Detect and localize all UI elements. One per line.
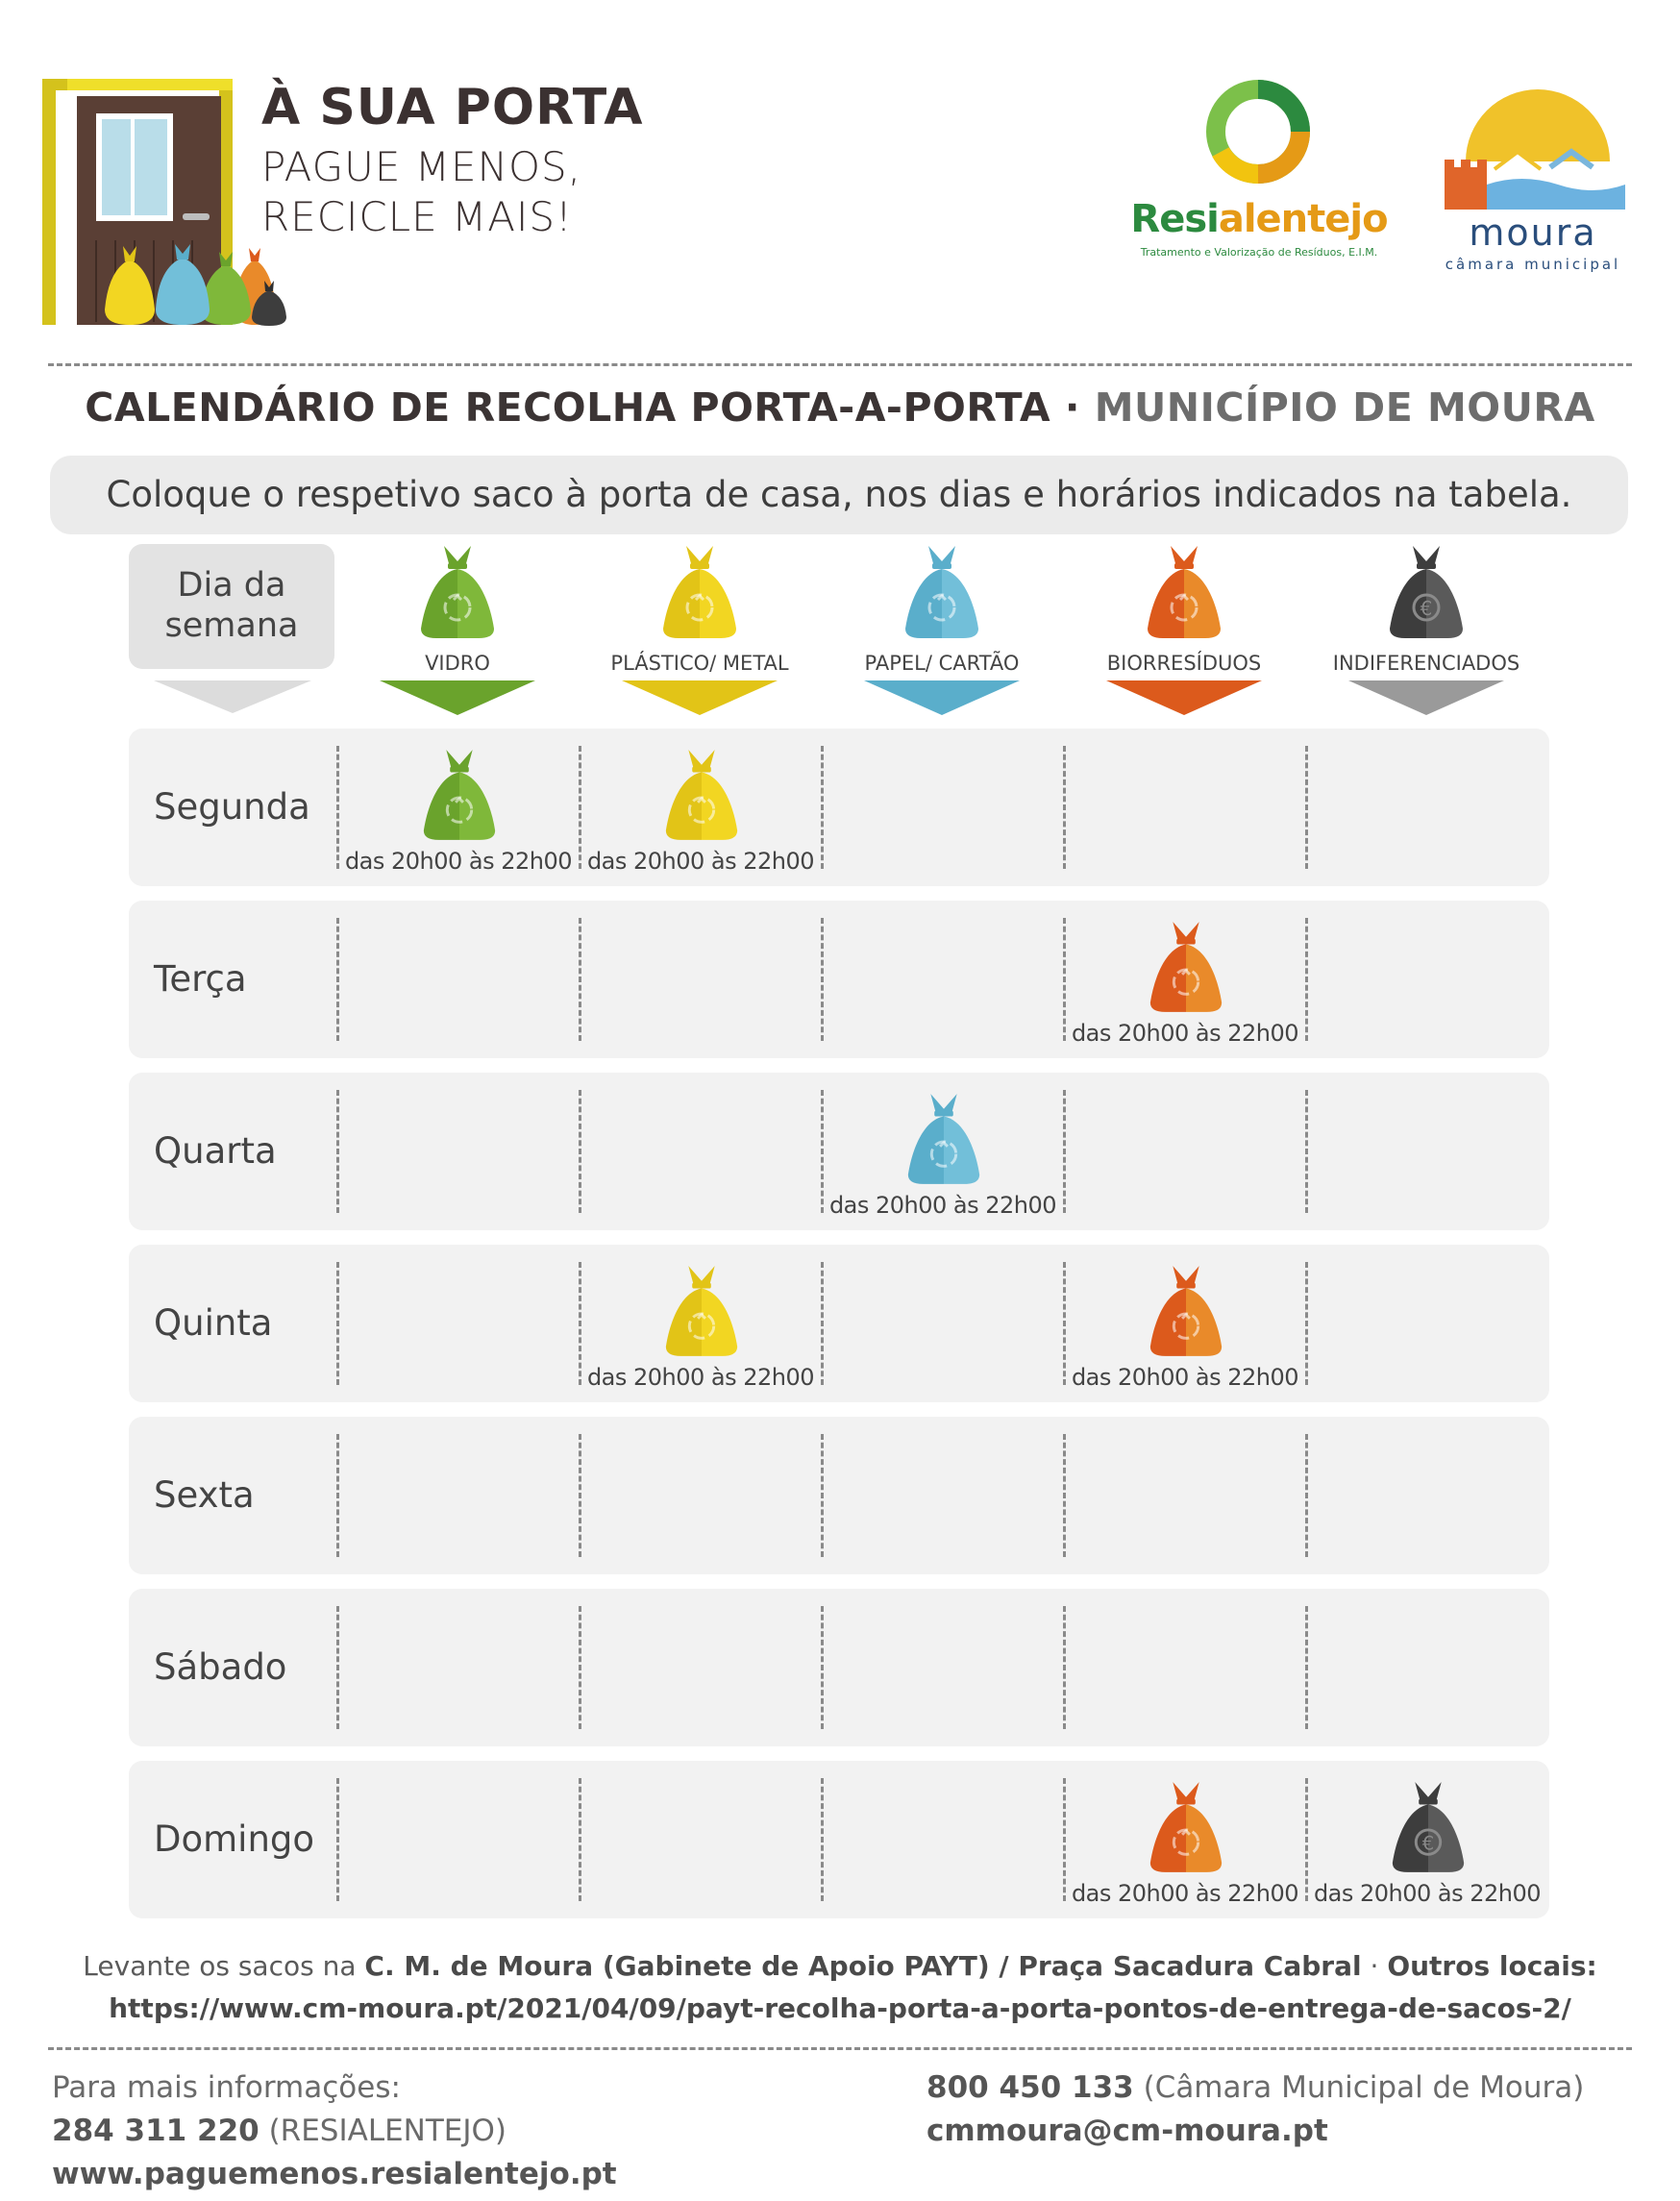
column-divider bbox=[336, 1778, 339, 1901]
campaign-brand bbox=[261, 79, 643, 242]
calendar-row-domingo bbox=[129, 1761, 1549, 1918]
instruction-banner: Coloque o respetivo saco à porta de casa, nos dias e horários indicados na tabela. bbox=[50, 456, 1628, 534]
column-label: VIDRO bbox=[425, 652, 490, 675]
day-label: Segunda bbox=[154, 786, 310, 828]
indiferenciados-bag-icon bbox=[1384, 540, 1469, 642]
day-header-line-1: Dia da bbox=[177, 566, 286, 605]
moura-subtitle: câmara municipal bbox=[1445, 256, 1621, 273]
resialentejo-logo bbox=[1124, 77, 1394, 269]
calendar-title: CALENDÁRIO DE RECOLHA PORTA-A-PORTA · MUNICÍPIO DE MOURA bbox=[85, 384, 1595, 431]
footer-divider bbox=[48, 2047, 1632, 2050]
calendar-row-terca bbox=[129, 901, 1549, 1058]
column-divider bbox=[1305, 1090, 1308, 1213]
collection-time: das 20h00 às 22h00 bbox=[1071, 1880, 1299, 1907]
plastico-metal-bag-icon bbox=[660, 744, 743, 844]
column-divider bbox=[821, 1262, 824, 1385]
column-divider bbox=[579, 1090, 581, 1213]
column-label: PLÁSTICO/ METAL bbox=[610, 652, 789, 675]
column-header-papel-cartao bbox=[821, 540, 1063, 713]
column-divider bbox=[1305, 1606, 1308, 1729]
campaign-tagline-2: RECICLE MAIS! bbox=[261, 193, 573, 240]
resialentejo-subtitle: Tratamento e Valorização de Resíduos, E.I.M. bbox=[1140, 246, 1378, 259]
column-divider bbox=[579, 1606, 581, 1729]
column-divider bbox=[336, 1434, 339, 1557]
day-label: Quinta bbox=[154, 1302, 273, 1344]
moura-logo bbox=[1437, 75, 1629, 273]
collection-slot-vidro bbox=[338, 729, 579, 886]
papel-cartao-bag-icon bbox=[900, 540, 984, 642]
collection-slot-indiferenciados bbox=[1307, 1761, 1547, 1918]
column-divider bbox=[1305, 1262, 1308, 1385]
vidro-bag-icon bbox=[415, 540, 500, 642]
collection-slot-biorresiduos bbox=[1065, 901, 1305, 1058]
day-label: Terça bbox=[154, 958, 247, 1000]
column-divider bbox=[579, 1778, 581, 1901]
day-label: Quarta bbox=[154, 1130, 277, 1172]
campaign-title: À SUA PORTA bbox=[261, 79, 644, 136]
column-divider bbox=[1063, 746, 1066, 869]
column-divider bbox=[1305, 1434, 1308, 1557]
column-divider bbox=[821, 1606, 824, 1729]
column-divider bbox=[821, 746, 824, 869]
column-header-vidro bbox=[336, 540, 579, 713]
pickup-place: C. M. de Moura (Gabinete de Apoio PAYT) / Praça Sacadura Cabral bbox=[364, 1950, 1362, 1982]
camara-phone[interactable]: 800 450 133 bbox=[926, 2070, 1134, 2105]
collection-time: das 20h00 às 22h00 bbox=[1071, 1364, 1299, 1391]
column-header-indiferenciados bbox=[1305, 540, 1547, 713]
calendar-row-sabado bbox=[129, 1589, 1549, 1746]
collection-slot-papel-cartao bbox=[823, 1073, 1063, 1230]
column-divider bbox=[336, 918, 339, 1041]
column-divider bbox=[821, 1434, 824, 1557]
calendar-row-segunda bbox=[129, 729, 1549, 886]
papel-cartao-bag-icon bbox=[902, 1088, 985, 1188]
column-divider bbox=[336, 1262, 339, 1385]
down-arrow-icon bbox=[1106, 680, 1262, 715]
down-arrow-icon bbox=[622, 680, 778, 715]
svg-text:€: € bbox=[1421, 1832, 1435, 1855]
collection-time: das 20h00 às 22h00 bbox=[828, 1192, 1057, 1219]
biorresiduos-bag-icon bbox=[1145, 916, 1227, 1016]
collection-time: das 20h00 às 22h00 bbox=[586, 1364, 815, 1391]
collection-slot-plastico-metal bbox=[581, 729, 821, 886]
collection-time: das 20h00 às 22h00 bbox=[1071, 1020, 1299, 1047]
column-divider bbox=[579, 918, 581, 1041]
resialentejo-name: Resialentejo bbox=[1130, 197, 1388, 241]
campaign-tagline-1: PAGUE MENOS, bbox=[261, 143, 582, 190]
collection-time: das 20h00 às 22h00 bbox=[1313, 1880, 1542, 1907]
down-arrow-icon bbox=[1348, 680, 1504, 715]
column-divider bbox=[821, 918, 824, 1041]
column-header-biorresiduos bbox=[1063, 540, 1305, 713]
day-label: Sexta bbox=[154, 1474, 255, 1516]
calendar-row-sexta bbox=[129, 1417, 1549, 1574]
collection-slot-biorresiduos bbox=[1065, 1761, 1305, 1918]
contacts-resialentejo: Para mais informações: 284 311 220 (RESIALENTEJO) www.paguemenos.resialentejo.pt bbox=[52, 2066, 617, 2196]
biorresiduos-bag-icon bbox=[1145, 1260, 1227, 1360]
contacts-camara: 800 450 133 (Câmara Municipal de Moura) cmmoura@cm-moura.pt bbox=[926, 2066, 1584, 2153]
day-of-week-header bbox=[129, 544, 334, 669]
biorresiduos-bag-icon bbox=[1145, 1776, 1227, 1876]
contacts-label: Para mais informações: bbox=[52, 2070, 401, 2105]
camara-email-link[interactable]: cmmoura@cm-moura.pt bbox=[926, 2114, 1328, 2148]
plastico-metal-bag-icon bbox=[657, 540, 742, 642]
column-divider bbox=[336, 1090, 339, 1213]
website-link[interactable]: www.paguemenos.resialentejo.pt bbox=[52, 2157, 617, 2191]
column-divider bbox=[1063, 1606, 1066, 1729]
calendar-row-quinta bbox=[129, 1245, 1549, 1402]
biorresiduos-bag-icon bbox=[1142, 540, 1226, 642]
column-header-plastico-metal bbox=[579, 540, 821, 713]
down-arrow-icon bbox=[864, 680, 1020, 715]
column-divider bbox=[579, 1434, 581, 1557]
column-divider bbox=[336, 1606, 339, 1729]
column-divider bbox=[1305, 746, 1308, 869]
bag-pickup-note: Levante os sacos na C. M. de Moura (Gabinete de Apoio PAYT) / Praça Sacadura Cabral · Outros locais: https://www.cm-moura.pt/2021/04/09/payt-recolha-porta-a-porta-pontos-de-entrega-de-sacos-2/ bbox=[0, 1945, 1680, 2030]
calendar-row-quarta bbox=[129, 1073, 1549, 1230]
day-header-arrow-icon bbox=[154, 680, 311, 713]
vidro-bag-icon bbox=[418, 744, 501, 844]
collection-slot-plastico-metal bbox=[581, 1245, 821, 1402]
resialentejo-ring-icon bbox=[1203, 77, 1313, 186]
pickup-locations-link[interactable]: https://www.cm-moura.pt/2021/04/09/payt-recolha-porta-a-porta-pontos-de-entrega-de-sacos-2/ bbox=[109, 1992, 1571, 2024]
column-label: PAPEL/ CARTÃO bbox=[864, 652, 1020, 675]
down-arrow-icon bbox=[380, 680, 535, 715]
resialentejo-phone[interactable]: 284 311 220 bbox=[52, 2114, 259, 2148]
collection-time: das 20h00 às 22h00 bbox=[586, 848, 815, 875]
moura-name: moura bbox=[1469, 211, 1597, 254]
column-divider bbox=[1063, 1434, 1066, 1557]
column-divider bbox=[1305, 918, 1308, 1041]
svg-text:€: € bbox=[1420, 597, 1433, 620]
column-divider bbox=[1063, 1090, 1066, 1213]
header-divider bbox=[48, 363, 1632, 366]
day-label: Sábado bbox=[154, 1646, 287, 1688]
collection-time: das 20h00 às 22h00 bbox=[344, 848, 573, 875]
indiferenciados-bag-icon bbox=[1387, 1776, 1470, 1876]
collection-slot-biorresiduos bbox=[1065, 1245, 1305, 1402]
column-label: BIORRESÍDUOS bbox=[1106, 652, 1262, 675]
day-header-line-2: semana bbox=[164, 606, 299, 645]
plastico-metal-bag-icon bbox=[660, 1260, 743, 1360]
column-divider bbox=[821, 1778, 824, 1901]
day-label: Domingo bbox=[154, 1818, 315, 1860]
column-label: INDIFERENCIADOS bbox=[1332, 652, 1520, 675]
moura-emblem-icon bbox=[1437, 75, 1629, 210]
